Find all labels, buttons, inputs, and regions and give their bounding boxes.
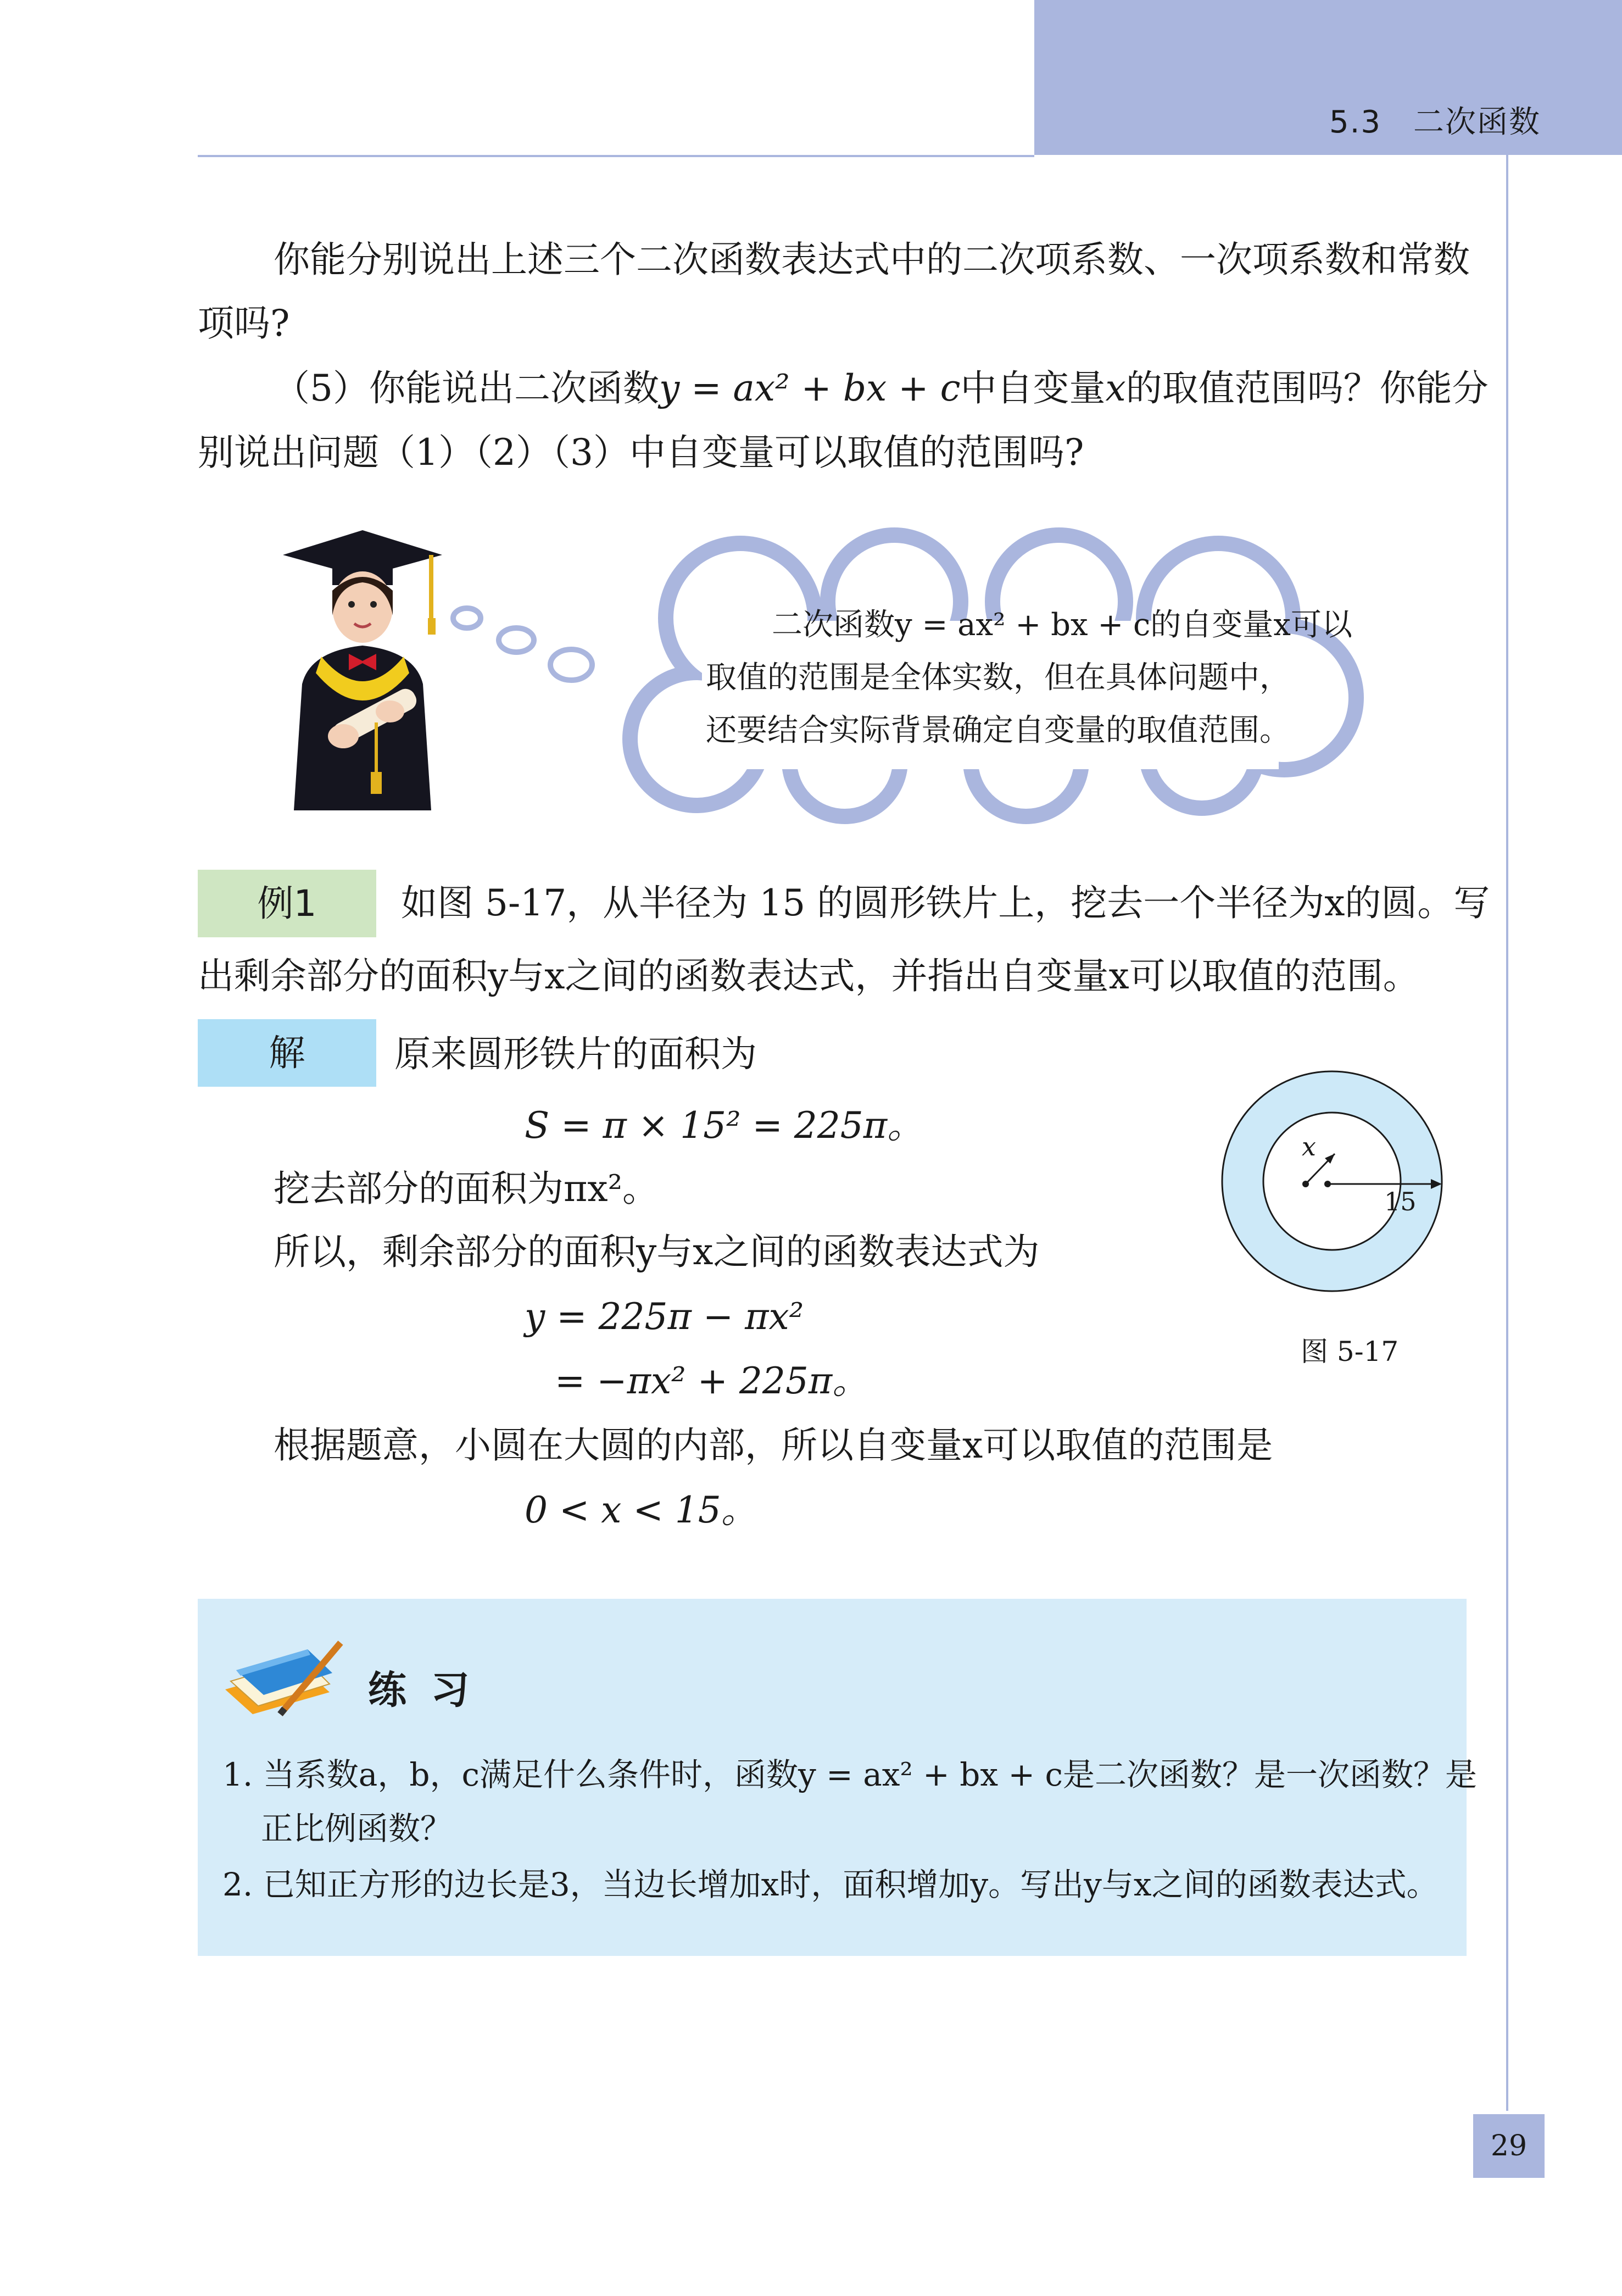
exercise-item1-line2: 正比例函数？: [261, 1810, 453, 1847]
example-tag: 例1: [198, 870, 376, 937]
solution-line7: 根据题意，小圆在大圆的内部，所以自变量x可以取值的范围是: [274, 1424, 1273, 1466]
solution-tag: 解: [198, 1019, 376, 1087]
exercise-box: [198, 1599, 1478, 1956]
cloud-line1: 二次函数y = ax² + bx + c的自变量x可以: [772, 607, 1352, 643]
para1-line2: 项吗?: [198, 302, 290, 344]
graduate-student-illustration: [272, 525, 453, 810]
solution-range: 0 < x < 15。: [525, 1489, 757, 1531]
solution-formula-y2: = −πx² + 225π。: [555, 1360, 869, 1402]
solution-line3: 挖去部分的面积为πx²。: [274, 1168, 659, 1210]
page-number: 29: [1473, 2114, 1545, 2178]
example-line2: 出剩余部分的面积y与x之间的函数表达式，并指出自变量x可以取值的范围。: [198, 955, 1419, 997]
solution-formula-area: S = π × 15² = 225π。: [525, 1104, 924, 1147]
exercise-item1-line1: 1. 当系数a，b，c满足什么条件时，函数y = ax² + bx + c是二次函数？是一次函数？是: [222, 1756, 1478, 1793]
cloud-text: [706, 599, 1352, 757]
figure-caption: 图 5-17: [1301, 1336, 1399, 1367]
thought-bubbles: [448, 604, 601, 687]
para2-line2: 别说出问题（1）（2）（3）中自变量可以取值的范围吗?: [198, 431, 1084, 474]
right-margin-rule: [1506, 155, 1508, 2111]
figure-label-x: x: [1302, 1132, 1316, 1161]
example-line1: 如图 5-17，从半径为 15 的圆形铁片上，挖去一个半径为x的圆。写: [401, 882, 1490, 924]
exercise-title: 练 习: [368, 1667, 475, 1713]
cloud-line3: 还要结合实际背景确定自变量的取值范围。: [706, 713, 1290, 748]
para1-line1: 你能分别说出上述三个二次函数表达式中的二次项系数、一次项系数和常数: [274, 238, 1470, 281]
cloud-line2: 取值的范围是全体实数，但在具体问题中，: [706, 660, 1290, 696]
solution-line1: 原来圆形铁片的面积为: [394, 1033, 757, 1075]
exercise-item2: 2. 已知正方形的边长是3，当边长增加x时，面积增加y。写出y与x之间的函数表达式。: [222, 1866, 1439, 1903]
notebook-pencil-icon: [220, 1637, 346, 1720]
header-rule: [198, 155, 1034, 157]
solution-formula-y1: y = 225π − πx²: [525, 1296, 804, 1338]
figure-label-15: 15: [1384, 1187, 1417, 1216]
figure-5-17-circles: [1197, 1060, 1472, 1335]
para2-line1: （5）你能说出二次函数y = ax² + bx + c中自变量x的取值范围吗？你能分: [274, 367, 1489, 409]
section-title: 5.3 二次函数: [1329, 104, 1541, 140]
solution-line4: 所以，剩余部分的面积y与x之间的函数表达式为: [274, 1231, 1040, 1273]
